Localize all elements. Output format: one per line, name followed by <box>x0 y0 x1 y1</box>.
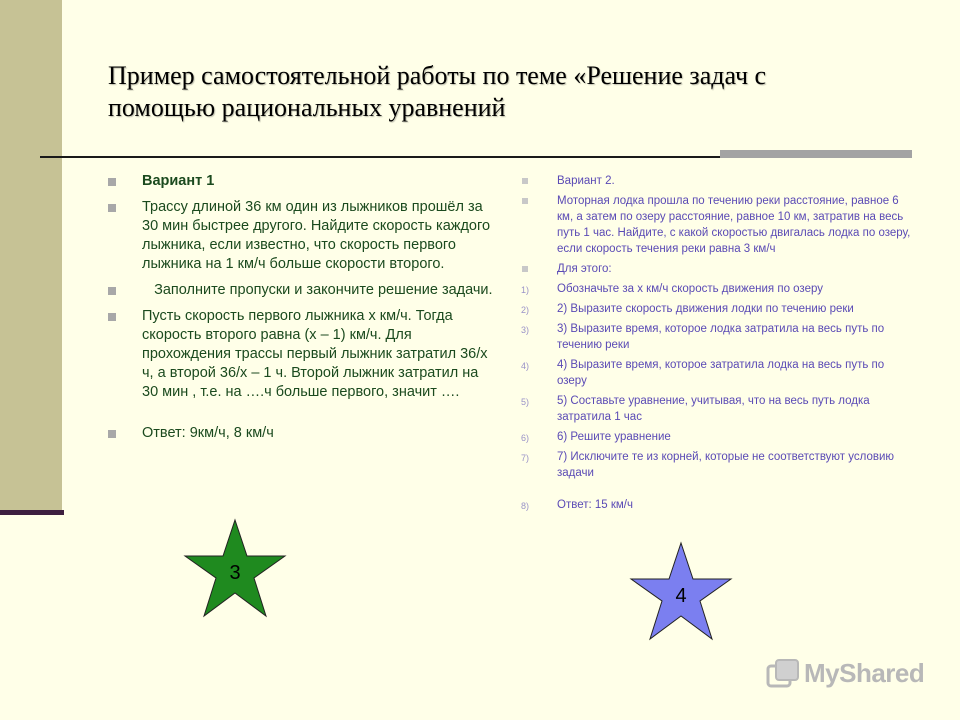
left-decor-line <box>0 510 64 515</box>
variant-1-list <box>108 172 498 450</box>
watermark-text: MyShared <box>804 658 925 688</box>
variant-1-answer: Ответ: 9км/ч, 8 км/ч <box>108 424 498 443</box>
left-decor-band <box>0 0 62 512</box>
step-number: 1) <box>521 285 530 295</box>
variant-2-step: 2) 2) Выразите скорость движения лодки по течению реки <box>521 301 916 317</box>
variant-2-answer: 8) Ответ: 15 км/ч <box>521 497 916 513</box>
variant-2-step: 5) 5) Составьте уравнение, учитывая, что на весь путь лодка затратила 1 час <box>521 395 870 423</box>
bullet-icon <box>522 266 528 272</box>
grade-star-green <box>183 518 287 618</box>
variant-1-instruction: Заполните пропуски и закончите решение задачи. <box>108 281 498 300</box>
variant-2-list <box>521 173 916 517</box>
bullet-icon <box>522 178 528 184</box>
variant-2-heading: Вариант 2. <box>521 173 916 189</box>
star-blue-label: 4 <box>675 585 687 607</box>
bullet-icon <box>108 287 116 295</box>
grade-star-blue <box>629 541 733 641</box>
variant-2-for-this: Для этого: <box>521 261 916 277</box>
variant-1-solution: Пусть скорость первого лыжника x км/ч. Тогда скорость второго равна (x – 1) км/ч. Для прохождения трассы первый лыжник затратил 36/x ч, а второй 36/x – 1 ч. Второй лыжник затратил на 30 мин , т.е. на ….ч больше первого, значит …. <box>108 307 498 402</box>
watermark <box>766 656 936 692</box>
watermark-logo-icon <box>766 658 800 690</box>
variant-1-heading: Вариант 1 <box>108 172 498 191</box>
step-number: 6) <box>521 433 530 443</box>
bullet-icon <box>108 430 116 438</box>
bullet-icon <box>108 313 116 321</box>
bullet-icon <box>108 178 116 186</box>
variant-2-step: 6) 6) Решите уравнение <box>521 429 916 445</box>
variant-2-step: 7) 7) Исключите те из корней, которые не соответствуют условию задачи <box>521 451 895 479</box>
variant-2-step: 1) Обозначьте за x км/ч скорость движения по озеру <box>521 281 916 297</box>
step-number: 8) <box>521 501 530 511</box>
bullet-icon <box>522 198 528 204</box>
variant-2-problem: Моторная лодка прошла по течению реки расстояние, равное 6 км, а затем по озеру расстояние, равное 10 км, затратив на весь путь 1 час. Найдите, с какой скоростью двигалась лодка по озеру, если скорость течения реки равна 3 км/ч <box>521 193 916 257</box>
variant-2-step: 3) 3) Выразите время, которое лодка затратила на весь путь по течению реки <box>521 323 885 351</box>
slide-title: Пример самостоятельной работы по теме «Решение задач с помощью рациональных уравнений <box>108 61 767 122</box>
star-green-label: 3 <box>229 562 241 584</box>
step-number: 7) <box>521 453 530 463</box>
variant-1-problem: Трассу длиной 36 км один из лыжников прошёл за 30 мин быстрее другого. Найдите скорость каждого лыжника, если известно, что скорость первого лыжника на 1 км/ч больше скорости второго. <box>108 198 498 274</box>
step-number: 2) <box>521 305 530 315</box>
title-divider-accent <box>720 150 912 158</box>
bullet-icon <box>108 204 116 212</box>
step-number: 3) <box>521 325 530 335</box>
variant-2-step: 4) 4) Выразите время, которое затратила лодка на весь путь по озеру <box>521 359 885 387</box>
step-number: 5) <box>521 397 530 407</box>
step-number: 4) <box>521 361 530 371</box>
